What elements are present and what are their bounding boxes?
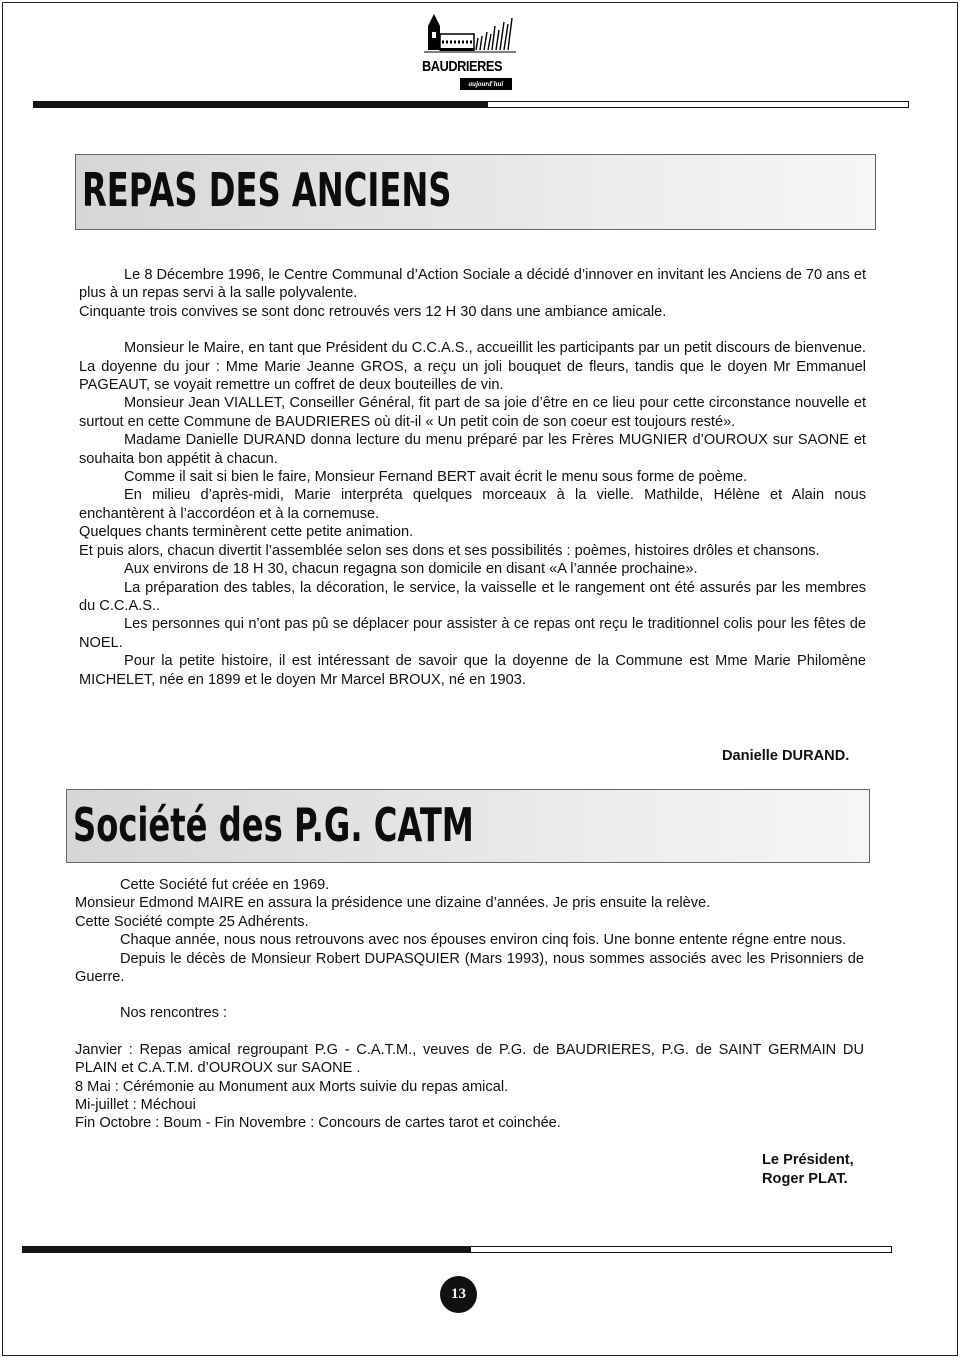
article-societe-signature <box>762 1151 854 1189</box>
paragraph: Comme il sait si bien le faire, Monsieur Fernand BERT avait écrit le menu sous forme de poème. <box>124 469 748 486</box>
footer-rule <box>22 1246 892 1253</box>
church-village-icon <box>420 12 524 62</box>
section-banner-repas <box>75 154 876 230</box>
paragraph: Monsieur Jean VIALLET, Conseiller Général, fit part de sa joie d’être en ce lieu pour cette circonstance nouvelle et surtout en cette Commune de BAUDRIERES où dit-il « Un petit coin de son coeur est toujours resté». <box>79 395 866 430</box>
paragraph: Pour la petite histoire, il est intéressant de savoir que la doyenne de la Commune est Mme Marie Philomène MICHELET, née en 1899 et le doyen Mr Marcel BROUX, né en 1903. <box>79 653 866 688</box>
paragraph: Monsieur le Maire, en tant que Président du C.C.A.S., accueillit les participants par un petit discours de bienvenue. La doyenne du jour : Mme Marie Jeanne GROS, a reçu un joli bouquet de fleurs, tandis que le doyen Mr Emmanuel PAGEAUT, se voyait remettre un coffret de deux bouteilles de vin. <box>79 340 866 394</box>
page-number: 13 <box>440 1276 477 1313</box>
paragraph: Aux environs de 18 H 30, chacun regagna son domicile en disant «A l’année prochaine». <box>124 561 698 578</box>
paragraph: Madame Danielle DURAND donna lecture du menu préparé par les Frères MUGNIER d’OUROUX sur SAONE et souhaita bon appétit à chacun. <box>79 432 866 467</box>
signature-name: Roger PLAT. <box>762 1171 848 1187</box>
header-rule <box>33 101 909 108</box>
paragraph: 8 Mai : Cérémonie au Monument aux Morts suivie du repas amical. <box>75 1078 509 1095</box>
paragraph: Le 8 Décembre 1996, le Centre Communal d’Action Sociale a décidé d’innover en invitant les Anciens de 70 ans et plus à un repas servi à la salle polyvalente. <box>79 267 866 302</box>
logo-name: BAUDRIERES <box>422 58 503 75</box>
paragraph: Janvier : Repas amical regroupant P.G - C.A.T.M., veuves de P.G. de BAUDRIERES, P.G. de SAINT GERMAIN DU PLAIN et C.A.T.M. d’OUROUX sur SAONE . <box>75 1041 864 1077</box>
paragraph: Depuis le décès de Monsieur Robert DUPASQUIER (Mars 1993), nous sommes associés avec les Prisonniers de Guerre. <box>75 950 864 986</box>
paragraph: Mi-juillet : Méchoui <box>75 1097 196 1114</box>
logo-tagline: aujourd'hui <box>460 78 512 90</box>
paragraph: Les personnes qui n’ont pas pû se déplacer pour assister à ce repas ont reçu le traditionnel colis pour les fêtes de NOEL. <box>79 616 866 651</box>
paragraph: Nos rencontres : <box>120 1005 228 1022</box>
paragraph: Et puis alors, chacun divertit l’assemblée selon ses dons et ses possibilités : poèmes, histoires drôles et chansons. <box>79 542 820 559</box>
baudrieres-logo <box>420 12 524 92</box>
paragraph: En milieu d’après-midi, Marie interpréta quelques morceaux à la vielle. Mathilde, Hélène et Alain nous enchantèrent à l’accordéon et à la cornemuse. <box>79 487 866 522</box>
paragraph: Cette Société fut créée en 1969. <box>120 877 330 893</box>
paragraph: Cette Société compte 25 Adhérents. <box>75 913 309 930</box>
paragraph: La préparation des tables, la décoration, le service, la vaisselle et le rangement ont été assurés par les membres du C.C.A.S.. <box>79 579 866 614</box>
paragraph: Monsieur Edmond MAIRE en assura la présidence une dizaine d’années. Je pris ensuite la relève. <box>75 895 711 912</box>
paragraph: Quelques chants terminèrent cette petite animation. <box>79 524 414 541</box>
section-banner-societe <box>66 789 870 863</box>
paragraph: Chaque année, nous nous retrouvons avec nos épouses environ cinq fois. Une bonne entente régne entre nous. <box>120 932 847 949</box>
paragraph: Fin Octobre : Boum - Fin Novembre : Concours de cartes tarot et coinchée. <box>75 1115 561 1132</box>
article-societe-body <box>75 876 864 1133</box>
article-repas-body <box>79 266 866 689</box>
section-title-societe: Société des P.G. CATM <box>73 798 474 852</box>
signature-role: Le Président, <box>762 1152 854 1168</box>
article-repas-signature: Danielle DURAND. <box>722 748 850 764</box>
paragraph: Cinquante trois convives se sont donc retrouvés vers 12 H 30 dans une ambiance amicale. <box>79 303 667 320</box>
section-title-repas: REPAS DES ANCIENS <box>82 163 452 217</box>
